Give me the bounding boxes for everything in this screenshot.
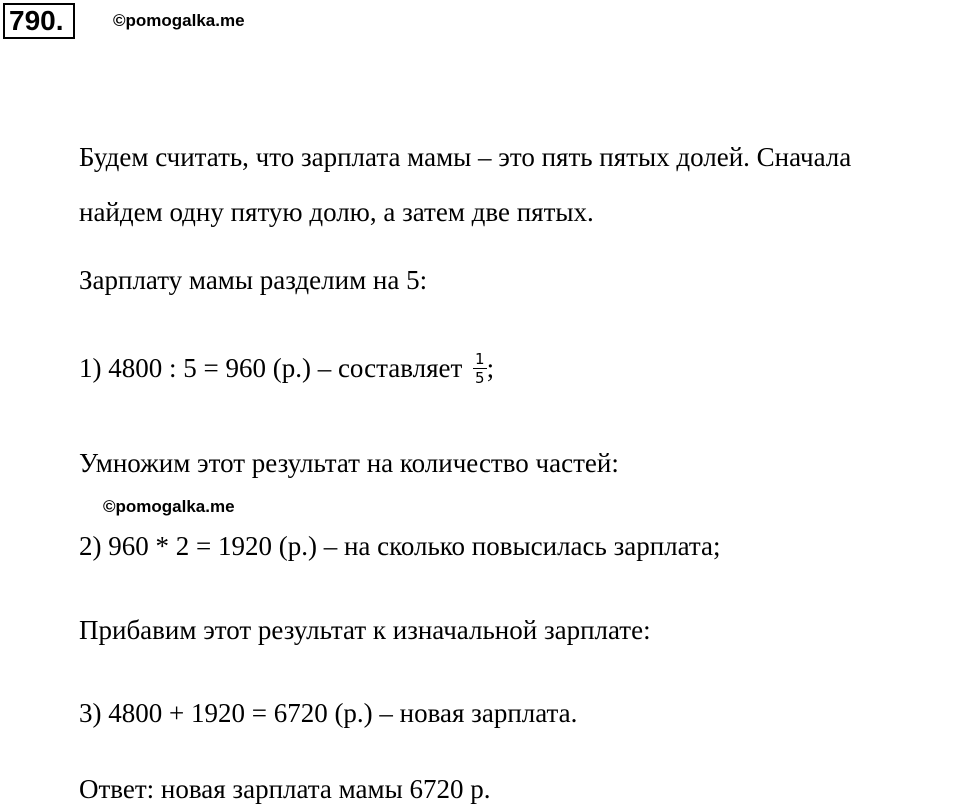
step-1-suffix: ; <box>486 353 495 383</box>
step-1-text: 1) 4800 : 5 = 960 (р.) – составляет <box>79 353 470 383</box>
step-3: 3) 4800 + 1920 = 6720 (р.) – новая зарплата. <box>79 698 578 728</box>
instruction-multiply: Умножим этот результат на количество частей: <box>79 448 619 478</box>
problem-number: 790. <box>3 3 75 39</box>
instruction-divide: Зарплату мамы разделим на 5: <box>79 265 428 295</box>
intro-line-2: найдем одну пятую долю, а затем две пятых. <box>79 197 594 227</box>
fraction-one-fifth <box>473 351 487 386</box>
fraction-denominator: 5 <box>475 369 485 388</box>
step-2: 2) 960 * 2 = 1920 (р.) – на сколько повысилась зарплата; <box>79 531 721 561</box>
intro-line-1: Будем считать, что зарплата мамы – это пять пятых долей. Сначала <box>79 142 852 172</box>
answer: Ответ: новая зарплата мамы 6720 р. <box>79 774 491 804</box>
step-1 <box>79 352 494 388</box>
fraction-numerator: 1 <box>475 350 485 369</box>
instruction-add: Прибавим этот результат к изначальной зарплате: <box>79 615 651 645</box>
watermark-mid: ©pomogalka.me <box>103 497 235 516</box>
watermark: ©pomogalka.me <box>113 11 245 30</box>
